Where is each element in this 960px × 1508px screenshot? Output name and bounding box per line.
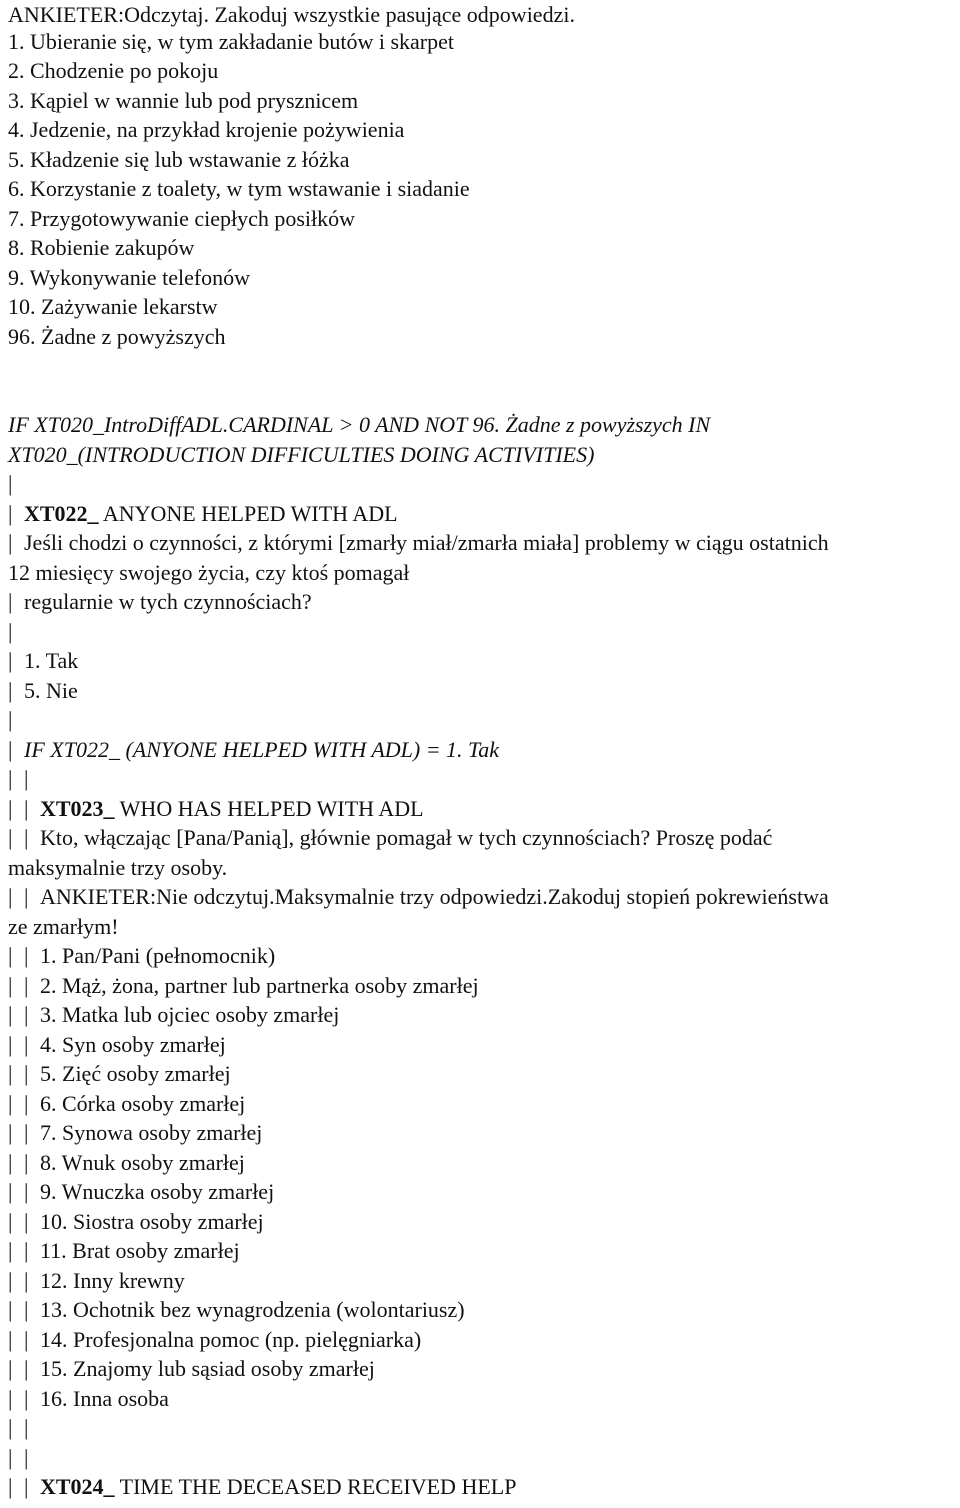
answer-option: | | 8. Wnuk osoby zmarłej (8, 1150, 245, 1175)
question-heading: | | XT024_ TIME THE DECEASED RECEIVED HELP (8, 1474, 517, 1499)
answer-option: | | 11. Brat osoby zmarłej (8, 1238, 240, 1263)
option-line: 9. Wykonywanie telefonów (8, 265, 251, 290)
question-text: maksymalnie trzy osoby. (8, 855, 228, 880)
question-text: 12 miesięcy swojego życia, czy ktoś pomagał (8, 560, 410, 585)
answer-option: | 5. Nie (8, 678, 78, 703)
answer-option: | | 12. Inny krewny (8, 1268, 185, 1293)
answer-option: | | 1. Pan/Pani (pełnomocnik) (8, 943, 276, 968)
option-line: 10. Zażywanie lekarstw (8, 294, 218, 319)
answer-option: | | 14. Profesjonalna pomoc (np. pielęgniarka) (8, 1327, 422, 1352)
option-line: 7. Przygotowywanie ciepłych posiłków (8, 206, 356, 231)
option-line: 2. Chodzenie po pokoju (8, 58, 219, 83)
separator-line: | (8, 471, 13, 496)
separator-line: | | (8, 1415, 29, 1440)
answer-option: | 1. Tak (8, 648, 79, 673)
question-heading: | XT022_ ANYONE HELPED WITH ADL (8, 501, 398, 526)
question-heading: | | XT023_ WHO HAS HELPED WITH ADL (8, 796, 424, 821)
question-text: | regularnie w tych czynnościach? (8, 589, 312, 614)
condition-line: | IF XT022_ (ANYONE HELPED WITH ADL) = 1. Tak (8, 737, 500, 762)
option-line: 96. Żadne z powyższych (8, 324, 226, 349)
answer-option: | | 2. Mąż, żona, partner lub partnerka osoby zmarłej (8, 973, 479, 998)
option-line: 5. Kładzenie się lub wstawanie z łóżka (8, 147, 350, 172)
answer-option: | | 5. Zięć osoby zmarłej (8, 1061, 231, 1086)
instruction-line: | | ANKIETER:Nie odczytuj.Maksymalnie trzy odpowiedzi.Zakoduj stopień pokrewieństwa (8, 884, 829, 909)
answer-option: | | 13. Ochotnik bez wynagrodzenia (wolontariusz) (8, 1297, 465, 1322)
separator-line: | (8, 707, 13, 732)
answer-option: | | 6. Córka osoby zmarłej (8, 1091, 246, 1116)
answer-option: | | 10. Siostra osoby zmarłej (8, 1209, 264, 1234)
condition-line: IF XT020_IntroDiffADL.CARDINAL > 0 AND NOT 96. Żadne z powyższych IN (8, 412, 711, 437)
separator-line: | | (8, 1445, 29, 1470)
answer-option: | | 16. Inna osoba (8, 1386, 169, 1411)
condition-line: XT020_(INTRODUCTION DIFFICULTIES DOING ACTIVITIES) (8, 442, 595, 467)
instruction-line: ze zmarłym! (8, 914, 119, 939)
option-line: 3. Kąpiel w wannie lub pod prysznicem (8, 88, 359, 113)
answer-option: | | 15. Znajomy lub sąsiad osoby zmarłej (8, 1356, 375, 1381)
option-line: 6. Korzystanie z toalety, w tym wstawanie i siadanie (8, 176, 470, 201)
question-text: | | Kto, włączając [Pana/Panią], głównie pomagał w tych czynnościach? Proszę podać (8, 825, 773, 850)
option-line: 4. Jedzenie, na przykład krojenie pożywienia (8, 117, 405, 142)
separator-line: | (8, 619, 13, 644)
option-line: 1. Ubieranie się, w tym zakładanie butów i skarpet (8, 29, 454, 54)
answer-option: | | 7. Synowa osoby zmarłej (8, 1120, 263, 1145)
question-text: | Jeśli chodzi o czynności, z którymi [zmarły miał/zmarła miała] problemy w ciągu ostatnich (8, 530, 829, 555)
answer-option: | | 3. Matka lub ojciec osoby zmarłej (8, 1002, 340, 1027)
separator-line: | | (8, 766, 29, 791)
instruction-line: ANKIETER:Odczytaj. Zakoduj wszystkie pasujące odpowiedzi. (8, 2, 575, 27)
answer-option: | | 9. Wnuczka osoby zmarłej (8, 1179, 275, 1204)
answer-option: | | 4. Syn osoby zmarłej (8, 1032, 226, 1057)
option-line: 8. Robienie zakupów (8, 235, 195, 260)
